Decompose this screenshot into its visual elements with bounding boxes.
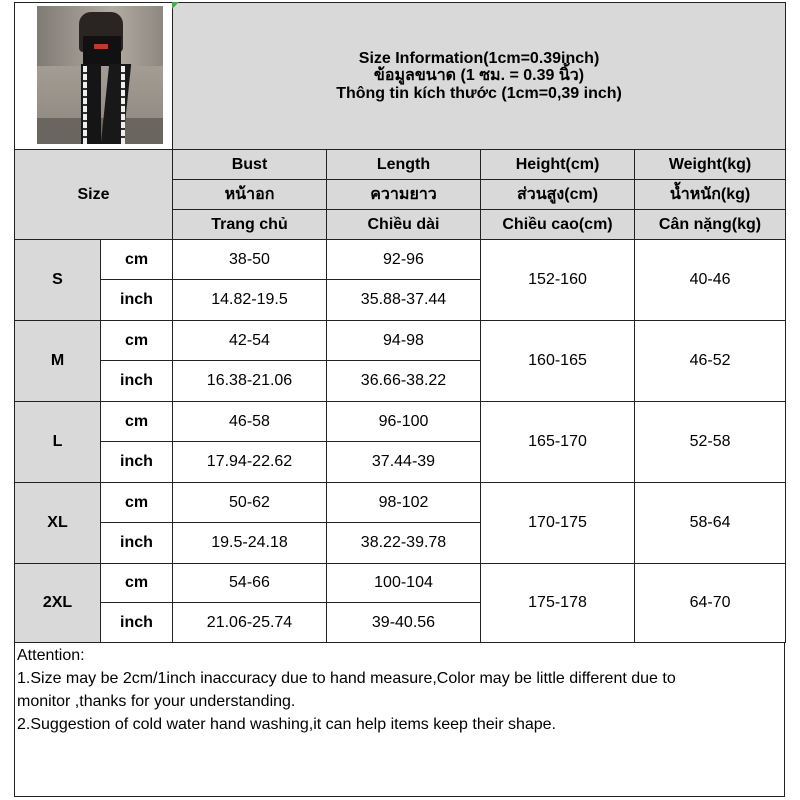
length-cm-2xl: 100-104 bbox=[327, 564, 481, 603]
bust-inch-s: 14.82-19.5 bbox=[173, 280, 327, 321]
notes-heading: Attention: bbox=[17, 647, 85, 664]
bust-cm-xl: 50-62 bbox=[173, 483, 327, 523]
length-header-en: Length bbox=[327, 150, 481, 180]
size-table bbox=[14, 2, 786, 643]
size-info-title bbox=[173, 3, 786, 150]
bust-cm-l: 46-58 bbox=[173, 402, 327, 442]
height-header-vi: Chiều cao(cm) bbox=[481, 210, 635, 240]
product-photo-cell bbox=[15, 3, 173, 150]
size-label-s: S bbox=[15, 240, 101, 321]
weight-xl: 58-64 bbox=[635, 483, 786, 564]
length-header-th: ความยาว bbox=[327, 180, 481, 210]
bust-header-th: หน้าอก bbox=[173, 180, 327, 210]
title-line-vietnamese: Thông tin kích thước (1cm=0,39 inch) bbox=[336, 84, 622, 102]
unit-cm: cm bbox=[101, 321, 173, 361]
note-line-1-continued: monitor ,thanks for your understanding. bbox=[17, 693, 296, 710]
length-cm-s: 92-96 bbox=[327, 240, 481, 280]
height-xl: 170-175 bbox=[481, 483, 635, 564]
length-cm-l: 96-100 bbox=[327, 402, 481, 442]
length-inch-s: 35.88-37.44 bbox=[327, 280, 481, 321]
weight-m: 46-52 bbox=[635, 321, 786, 402]
bust-cm-s: 38-50 bbox=[173, 240, 327, 280]
size-label-2xl: 2XL bbox=[15, 564, 101, 643]
length-inch-l: 37.44-39 bbox=[327, 442, 481, 483]
height-m: 160-165 bbox=[481, 321, 635, 402]
weight-header-en: Weight(kg) bbox=[635, 150, 786, 180]
unit-inch: inch bbox=[101, 442, 173, 483]
note-line-2: 2.Suggestion of cold water hand washing,it can help items keep their shape. bbox=[17, 716, 556, 733]
bust-inch-m: 16.38-21.06 bbox=[173, 361, 327, 402]
length-inch-2xl: 39-40.56 bbox=[327, 603, 481, 643]
size-label-xl: XL bbox=[15, 483, 101, 564]
bust-inch-l: 17.94-22.62 bbox=[173, 442, 327, 483]
length-inch-xl: 38.22-39.78 bbox=[327, 523, 481, 564]
unit-cm: cm bbox=[101, 483, 173, 523]
corner-accent-icon bbox=[172, 2, 179, 9]
weight-header-vi: Cân nặng(kg) bbox=[635, 210, 786, 240]
weight-2xl: 64-70 bbox=[635, 564, 786, 643]
unit-cm: cm bbox=[101, 402, 173, 442]
height-l: 165-170 bbox=[481, 402, 635, 483]
model-photo-icon bbox=[37, 6, 163, 144]
height-2xl: 175-178 bbox=[481, 564, 635, 643]
bust-header-vi: Trang chủ bbox=[173, 210, 327, 240]
size-label-l: L bbox=[15, 402, 101, 483]
unit-cm: cm bbox=[101, 240, 173, 280]
length-cm-m: 94-98 bbox=[327, 321, 481, 361]
height-s: 152-160 bbox=[481, 240, 635, 321]
title-line-english: Size Information(1cm=0.39inch) bbox=[358, 49, 600, 67]
unit-cm: cm bbox=[101, 564, 173, 603]
length-cm-xl: 98-102 bbox=[327, 483, 481, 523]
height-header-th: ส่วนสูง(cm) bbox=[481, 180, 635, 210]
length-header-vi: Chiều dài bbox=[327, 210, 481, 240]
weight-l: 52-58 bbox=[635, 402, 786, 483]
size-label-m: M bbox=[15, 321, 101, 402]
unit-inch: inch bbox=[101, 280, 173, 321]
bust-inch-2xl: 21.06-25.74 bbox=[173, 603, 327, 643]
weight-header-th: น้ำหนัก(kg) bbox=[635, 180, 786, 210]
bust-cm-m: 42-54 bbox=[173, 321, 327, 361]
unit-inch: inch bbox=[101, 603, 173, 643]
size-column-header: Size bbox=[15, 150, 173, 240]
title-line-thai: ข้อมูลขนาด (1 ซม. = 0.39 นิ้ว) bbox=[373, 67, 585, 85]
unit-inch: inch bbox=[101, 523, 173, 564]
unit-inch: inch bbox=[101, 361, 173, 402]
weight-s: 40-46 bbox=[635, 240, 786, 321]
length-inch-m: 36.66-38.22 bbox=[327, 361, 481, 402]
bust-inch-xl: 19.5-24.18 bbox=[173, 523, 327, 564]
bust-header-en: Bust bbox=[173, 150, 327, 180]
note-line-1: 1.Size may be 2cm/1inch inaccuracy due to hand measure,Color may be little different due to bbox=[17, 670, 676, 687]
attention-notes bbox=[14, 643, 785, 797]
bust-cm-2xl: 54-66 bbox=[173, 564, 327, 603]
height-header-en: Height(cm) bbox=[481, 150, 635, 180]
